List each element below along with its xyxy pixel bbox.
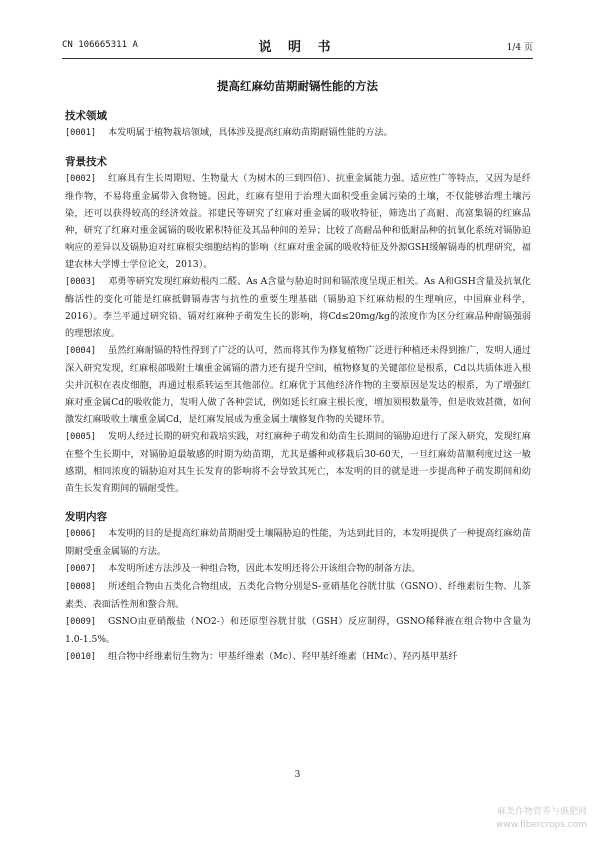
paragraph-number: [0008] xyxy=(65,582,97,592)
paragraph-0008 xyxy=(65,578,531,613)
paragraph-text: 发明人经过长期的研究和栽培实践，对红麻种子萌发和幼苗生长期间的镉胁迫进行了深入研究，发现红麻在整个生长期中，对镉胁迫最敏感的时期为幼苗期，尤其是播种或移栽后30-60天，一旦红麻幼苗顺利度过这一敏感期，相同浓度的镉胁迫对其生长发育的影响将不会导致其死亡，本发明的目的就是进一步提高种子萌发期间和幼苗生长发育期间的镉耐受性。 xyxy=(65,431,531,494)
paragraph-text: GSNO由亚硝酸盐（NO2-）和还原型谷胱甘肽（GSH）反应制得，GSNO稀释液在组合物中含量为1.0-1.5%。 xyxy=(65,616,531,645)
page-number: 3 xyxy=(294,770,301,780)
paragraph-0009 xyxy=(65,613,531,648)
paragraph-number: [0009] xyxy=(65,617,97,627)
paragraph-text: 本发明所述方法涉及一种组合物，因此本发明还将公开该组合物的制备方法。 xyxy=(108,563,421,574)
paragraph-number: [0004] xyxy=(65,346,97,356)
site-watermark xyxy=(496,806,587,832)
paragraph-text: 组合物中纤维素衍生物为：甲基纤维素（Mc）、羟甲基纤维素（HMc）、羟丙基甲基纤 xyxy=(108,651,458,662)
page-indicator: 1/4 页 xyxy=(506,43,533,53)
paragraph-0002 xyxy=(65,170,531,273)
paragraph-number: [0002] xyxy=(65,174,97,184)
patent-number: CN 106665311 A xyxy=(62,40,138,50)
paragraph-number: [0003] xyxy=(65,277,97,287)
paragraph-text: 邓勇等研究发现红麻幼根丙二醛、As A含量与胁迫时间和镉浓度呈现正相关。As A和GSH含量及抗氧化酶活性的变化可能是红麻抵御镉毒害与抗性的重要生理基础（镉胁迫下红麻幼根的生理响应，中国麻业科学，2016）。李兰平通过研究铅、镉对红麻种子萌发生长的影响，将Cd≤20mg/kg的浓度作为区分红麻品种耐镉强弱的理想浓度。 xyxy=(65,276,531,339)
section-heading-summary: 发明内容 xyxy=(65,511,107,523)
paragraph-0007 xyxy=(65,560,531,578)
paragraph-0005 xyxy=(65,428,531,497)
paragraph-0006 xyxy=(65,525,531,560)
section-heading-background: 背景技术 xyxy=(65,156,107,168)
watermark-name: 麻类作物营养与施肥网 xyxy=(496,807,587,817)
paragraph-text: 所述组合物由五类化合物组成，五类化合物分别是S-亚硝基化谷胱甘肽（GSNO）、纤维素衍生物、儿茶素类、表面活性剂和螯合剂。 xyxy=(65,581,531,610)
document-title: 提高红麻幼苗期耐镉性能的方法 xyxy=(217,79,378,93)
paragraph-text: 本发明属于植物栽培领域，具体涉及提高红麻幼苗期耐镉性能的方法。 xyxy=(108,127,393,138)
watermark-url: www.fibercrops.com xyxy=(496,820,587,830)
paragraph-number: [0007] xyxy=(65,564,97,574)
paragraph-number: [0010] xyxy=(65,652,97,662)
paragraph-0010 xyxy=(65,648,531,666)
paragraph-0004 xyxy=(65,342,531,428)
document-type: 说 明 书 xyxy=(258,40,337,55)
paragraph-number: [0006] xyxy=(65,529,97,539)
page-header xyxy=(62,36,533,59)
section-heading-technical-field: 技术领域 xyxy=(65,110,107,122)
paragraph-text: 本发明的目的是提高红麻幼苗期耐受土壤隔胁迫的性能，为达到此目的，本发明提供了一种提高红麻幼苗期耐受重金属镉的方法。 xyxy=(65,528,531,557)
paragraph-text: 红麻具有生长周期短、生物量大（为树木的三到四倍）、抗重金属能力强、适应性广等特点，又因为是纤维作物，不易将重金属带入食物链。因此，红麻有望用于治理大面积受重金属污染的土壤，不仅能够治理土壤污染，还可以获得较高的经济效益。祁建民等研究了红麻对重金属的吸收特征，筛选出了高耐、高富集镉的红麻品种，研究了红麻对重金属镉的吸收累积特征及其品种间的差异；比较了高耐品种和低耐品种的抗氧化系统对镉胁迫响应的差异以及镉胁迫对红麻根尖细胞结构的影响（红麻对重金属的吸收特征及外源GSH缓解镉毒的机理研究，福建农林大学博士学位论文，2013）。 xyxy=(65,173,531,270)
paragraph-0001 xyxy=(65,124,531,142)
paragraph-number: [0001] xyxy=(65,128,97,138)
paragraph-0003 xyxy=(65,273,531,342)
document-body xyxy=(65,108,531,666)
paragraph-number: [0005] xyxy=(65,432,97,442)
paragraph-text: 虽然红麻耐镉的特性得到了广泛的认可，然而将其作为修复植物广泛进行种植还未得到推广，发明人通过深入研究发现，红麻根部吸附土壤重金属镉的潜力还有提升空间，植物修复的关键部位是根系，Cd以共质体进入根尖并沉积在表皮细胞，再通过根系转运至其他部位。红麻优于其他经济作物的主要原因是发达的根系，为了增强红麻对重金属Cd的吸收能力，发明人做了各种尝试，例如延长红麻主根长度，增加须根数量等，但是收效甚微，如何激发红麻吸收土壤重金属Cd，是红麻发展成为重金属土壤修复作物的关键环节。 xyxy=(65,345,531,425)
